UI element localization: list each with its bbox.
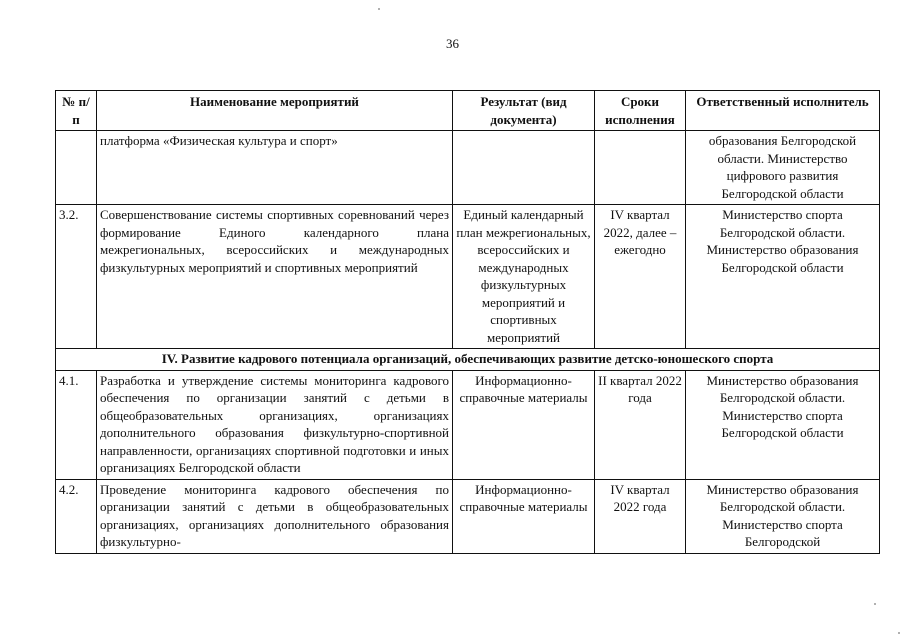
scan-speck — [378, 8, 380, 10]
cell-terms: IV квартал 2022, далее – ежегодно — [595, 205, 686, 349]
cell-name: Проведение мониторинга кадрового обеспечения по организации занятий с детьми в общеобразовательных организациях, организациях дополнительного образования физкультурно- — [97, 479, 453, 553]
cell-result: Информационно-справочные материалы — [453, 479, 595, 553]
header-name — [97, 91, 453, 131]
header-result-text: Результат (вид документа) — [480, 94, 567, 127]
page-number: 36 — [446, 36, 459, 51]
table-header-row — [56, 91, 880, 131]
cell-name: Разработка и утверждение системы мониторинга кадрового обеспечения по организации занятий с детьми в общеобразовательных организациях, организациях дополнительного образования физкультурно-спортивной направленности, организациях спортивной подготовки и иных организациях Белгородской области — [97, 370, 453, 479]
cell-terms: II квартал 2022 года — [595, 370, 686, 479]
table-row — [56, 131, 880, 205]
cell-executor: образования Белгородской области. Министерство цифрового развития Белгородской области — [686, 131, 880, 205]
header-terms — [595, 91, 686, 131]
cell-num: 4.2. — [56, 479, 97, 553]
cell-result: Единый календарный план межрегиональных, всероссийских и международных физкультурных мероприятий и спортивных мероприятий — [453, 205, 595, 349]
section-row — [56, 349, 880, 371]
header-terms-text: Сроки исполнения — [605, 94, 675, 127]
cell-terms — [595, 131, 686, 205]
table-row — [56, 370, 880, 479]
table-row — [56, 479, 880, 553]
cell-name: Совершенствование системы спортивных соревнований через формирование Единого календарного плана межрегиональных, всероссийских и международных физкультурных мероприятий и спортивных мероприятий — [97, 205, 453, 349]
header-executor — [686, 91, 880, 131]
cell-num: 3.2. — [56, 205, 97, 349]
scan-speck — [898, 632, 900, 634]
cell-num — [56, 131, 97, 205]
header-executor-text: Ответственный исполнитель — [696, 94, 869, 109]
cell-num: 4.1. — [56, 370, 97, 479]
cell-executor: Министерство образования Белгородской области. Министерство спорта Белгородской — [686, 479, 880, 553]
header-num — [56, 91, 97, 131]
header-name-text: Наименование мероприятий — [190, 94, 359, 109]
header-num-text: № п/п — [62, 94, 90, 127]
cell-result — [453, 131, 595, 205]
cell-result: Информационно-справочные материалы — [453, 370, 595, 479]
plan-table — [55, 90, 880, 554]
cell-executor: Министерство спорта Белгородской области. Министерство образования Белгородской области — [686, 205, 880, 349]
cell-executor: Министерство образования Белгородской области. Министерство спорта Белгородской области — [686, 370, 880, 479]
table-row — [56, 205, 880, 349]
cell-terms: IV квартал 2022 года — [595, 479, 686, 553]
cell-name: платформа «Физическая культура и спорт» — [97, 131, 453, 205]
header-result — [453, 91, 595, 131]
section-title: IV. Развитие кадрового потенциала организаций, обеспечивающих развитие детско-юношеского спорта — [56, 349, 880, 371]
scan-speck — [874, 603, 876, 605]
